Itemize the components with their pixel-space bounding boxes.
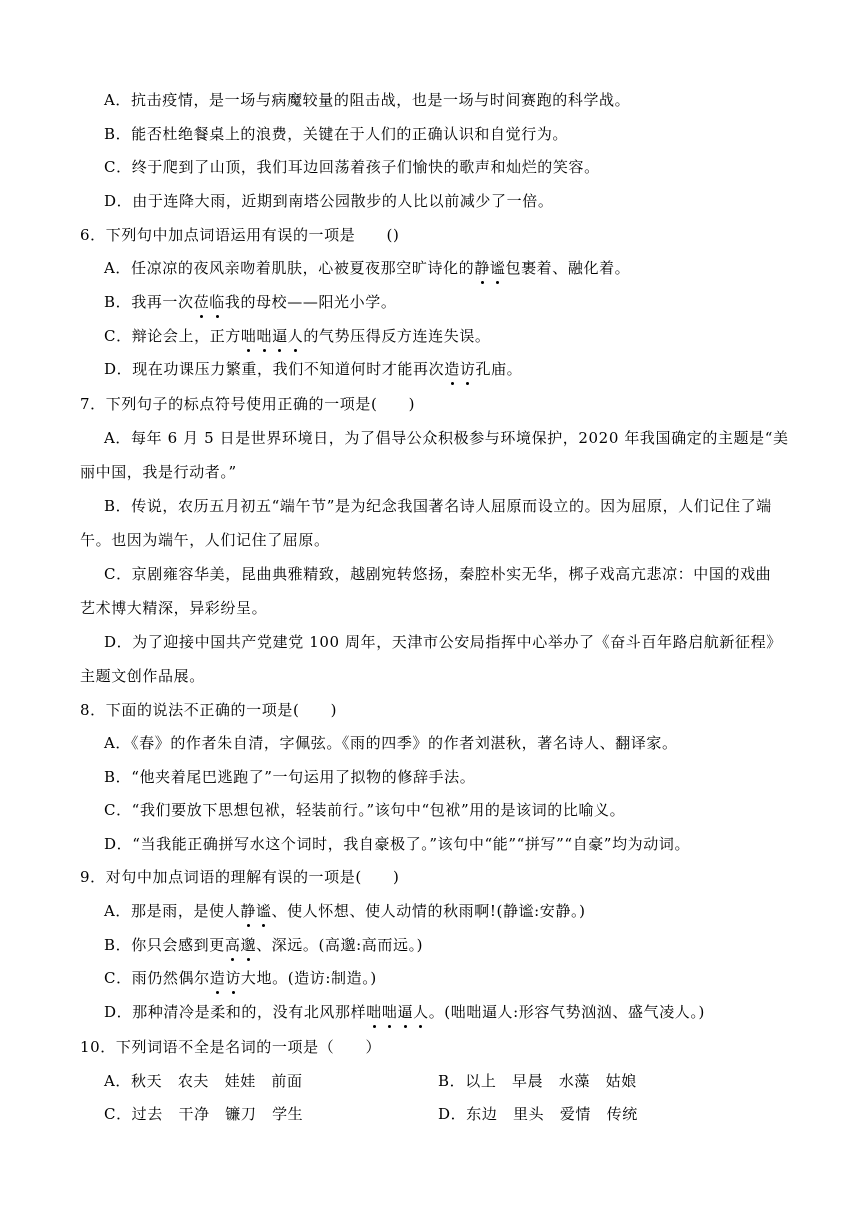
- emphasis-dot-char: 人: [413, 1003, 429, 1021]
- emphasis-dot-char: 访: [459, 360, 476, 378]
- emphasis-dot-word: [366, 1003, 428, 1021]
- q9-stem: 9．对句中加点词语的理解有误的一项是( ): [80, 868, 400, 886]
- q10-option-d: D．东边 里头 爱情 传统: [438, 1105, 638, 1123]
- q10-stem: 10．下列词语不全是名词的一项是（ ）: [80, 1038, 382, 1056]
- emphasis-dot-char: 临: [209, 293, 225, 311]
- q6-option-b: B．我再一次莅临我的母校——阳光小学。: [104, 293, 397, 311]
- emphasis-dot-word: [194, 293, 225, 311]
- emphasis-dot-char: 咄: [366, 1003, 382, 1021]
- q8-option-a: A．《春》的作者朱自清，字佩弦。《雨的四季》的作者刘湛秋，著名诗人、翻译家。: [104, 734, 678, 752]
- emphasis-dot-word: [474, 259, 505, 277]
- emphasis-dot-char: 访: [225, 969, 241, 987]
- q7-option-a: A．每年 6 月 5 日是世界环境日，为了倡导公众积极参与环境保护，2020 年我国确定的主题是“美: [104, 429, 789, 447]
- q9-option-c: C．雨仍然偶尔造访大地。(造访:制造。): [104, 969, 377, 987]
- q8-option-d: D．“当我能正确拼写水这个词时，我自豪极了。”该句中“能”“拼写”“自豪”均为动词。: [104, 835, 691, 853]
- q7-option-c: C．京剧雍容华美，昆曲典雅精致，越剧宛转悠扬，秦腔朴实无华，梆子戏高亢悲凉：中国的戏曲: [104, 565, 772, 583]
- q7-option-b: B．传说，农历五月初五“端午节”是为纪念我国著名诗人屈原而设立的。因为屈原，人们记住了端: [104, 497, 772, 515]
- q10-option-c: C．过去 干净 镰刀 学生: [104, 1105, 304, 1123]
- emphasis-dot-word: [210, 969, 241, 987]
- q7-option-c-cont: 艺术博大精深，异彩纷呈。: [80, 599, 268, 617]
- emphasis-dot-char: 逼: [272, 327, 288, 345]
- q7-option-d: D．为了迎接中国共产党建党 100 周年，天津市公安局指挥中心举办了《奋斗百年路启航新征程》: [104, 633, 782, 651]
- q7-option-a-cont: 丽中国，我是行动者。”: [80, 463, 237, 481]
- emphasis-dot-char: 静: [240, 902, 256, 920]
- q7-option-d-cont: 主题文创作品展。: [80, 667, 205, 685]
- emphasis-dot-char: 谧: [255, 902, 272, 920]
- emphasis-dot-char: 造: [209, 969, 226, 987]
- q6-stem: 6．下列句中加点词语运用有误的一项是 (): [80, 226, 400, 244]
- q8-option-c: C．“我们要放下思想包袱，轻装前行。”该句中“包袱”用的是该词的比喻义。: [104, 801, 626, 819]
- q6-option-c: C．辩论会上，正方咄咄逼人的气势压得反方连连失误。: [104, 327, 491, 345]
- q9-option-b: B．你只会感到更高邈、深远。(高邈:高而远。): [104, 936, 424, 954]
- q8-option-b: B．“他夹着尾巴逃跑了”一句运用了拟物的修辞手法。: [104, 768, 476, 786]
- q6-option-d: D．现在功课压力繁重，我们不知道何时才能再次造访孔庙。: [104, 360, 523, 378]
- emphasis-dot-char: 谧: [489, 259, 506, 277]
- q5-option-b: B．能否杜绝餐桌上的浪费，关键在于人们的正确认识和自觉行为。: [104, 125, 569, 143]
- emphasis-dot-char: 邈: [240, 936, 257, 954]
- q9-option-d: D．那种清冷是柔和的，没有北风那样咄咄逼人。(咄咄逼人:形容气势汹汹、盛气凌人。): [104, 1003, 705, 1021]
- emphasis-dot-char: 莅: [193, 293, 210, 311]
- emphasis-dot-word: [240, 902, 271, 920]
- q7-option-b-cont: 午。也因为端午，人们记住了屈原。: [80, 531, 330, 549]
- q5-option-a: A．抗击疫情，是一场与病魔较量的阻击战，也是一场与时间赛跑的科学战。: [104, 91, 631, 109]
- emphasis-dot-word: [444, 360, 475, 378]
- q6-option-a: A．任凉凉的夜风亲吻着肌肤，心被夏夜那空旷诗化的静谧包裹着、融化着。: [104, 259, 631, 277]
- q8-stem: 8．下面的说法不正确的一项是( ): [80, 701, 338, 719]
- emphasis-dot-word: [241, 327, 303, 345]
- emphasis-dot-char: 逼: [397, 1003, 414, 1021]
- q7-stem: 7．下列句子的标点符号使用正确的一项是( ): [80, 395, 416, 413]
- q9-option-a: A．那是雨，是使人静谧、使人怀想、使人动情的秋雨啊!(静谧:安静。): [104, 902, 586, 920]
- emphasis-dot-char: 静: [474, 259, 490, 277]
- emphasis-dot-char: 人: [287, 327, 304, 345]
- emphasis-dot-word: [225, 936, 256, 954]
- emphasis-dot-char: 咄: [381, 1003, 398, 1021]
- q5-option-d: D．由于连降大雨，近期到南塔公园散步的人比以前减少了一倍。: [104, 192, 554, 210]
- q5-option-c: C．终于爬到了山顶，我们耳边回荡着孩子们愉快的歌声和灿烂的笑容。: [104, 158, 600, 176]
- q10-option-b: B．以上 早晨 水藻 姑娘: [438, 1072, 637, 1090]
- emphasis-dot-char: 咄: [256, 327, 273, 345]
- emphasis-dot-char: 高: [224, 936, 241, 954]
- emphasis-dot-char: 造: [444, 360, 460, 378]
- q10-option-a: A．秋天 农夫 娃娃 前面: [104, 1072, 303, 1090]
- emphasis-dot-char: 咄: [240, 327, 257, 345]
